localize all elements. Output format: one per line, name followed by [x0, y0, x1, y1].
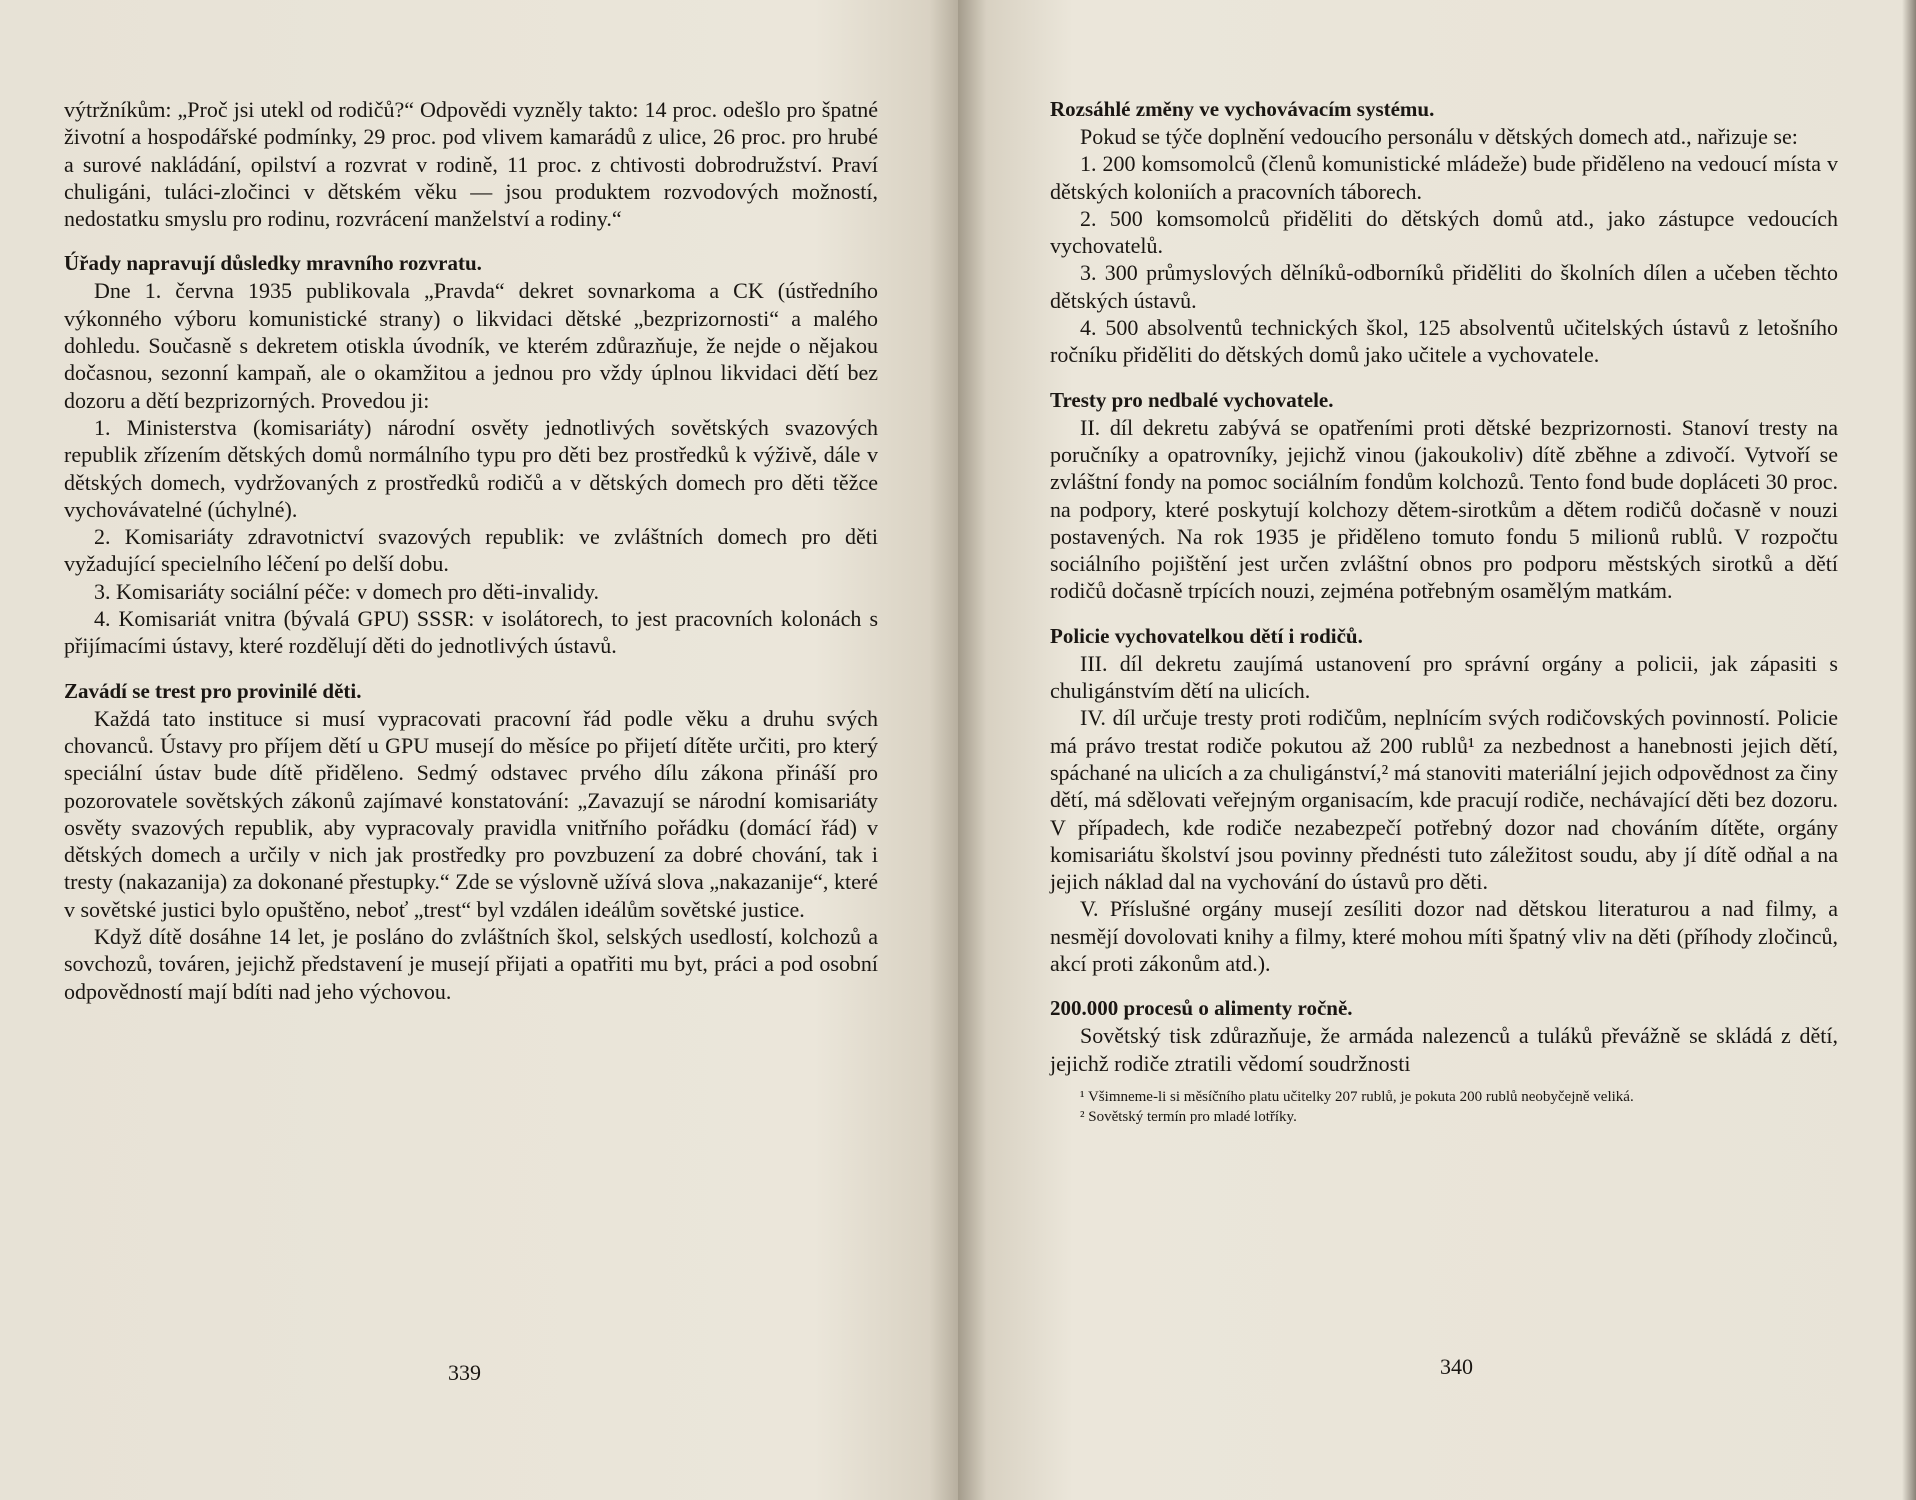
section-heading: Zavádí se trest pro provinilé děti. — [64, 678, 362, 703]
footnote: ² Sovětský termín pro mladé lotříky. — [1080, 1108, 1297, 1125]
list-item: 3. Komisariáty sociální péče: v domech pro děti-invalidy. — [94, 578, 600, 604]
paragraph: II. díl dekretu zabývá se opatřeními proti dětské bezprizornosti. Stanoví tresty na poručníky a opatrovníky, jejichž vinou (jakoukoliv) dítě zběhne a zdivočí. Vytvoří se zvláštní fondy na pomoc sociálním fondům kolchozů. Tento fond bude dopláceti 30 proc. na podpory, které poskytují kolchozy dětem-sirotkům a dětem rodičů dočasně v nouzi postavených. Na rok 1935 je přiděleno tomuto fondu 5 milionů rublů. V rozpočtu sociálního pojištění jest určen zvláštní obnos pro podporu městských sirotků a dětí rodičů dočasně trpících nouzi, zejména potřebným osamělým matkám. — [1050, 414, 1838, 604]
section-heading: Policie vychovatelkou dětí i rodičů. — [1050, 623, 1363, 648]
section-heading: Tresty pro nedbalé vychovatele. — [1050, 387, 1334, 412]
paragraph: Každá tato instituce si musí vypracovati pracovní řád podle věku a druhu svých chovanců. Ústavy pro příjem dětí u GPU musejí do měsíce po přijetí dítěte určiti, pro který speciální ústav bude dítě přiděleno. Sedmý odstavec prvého dílu zákona přináší pro pozorovatele sovětských zákonů zajímavé konstatování: „Zavazují se národní komisariáty osvěty svazových republik, aby vypracovaly pravidla vnitřního pořádku (domácí řád) v dětských domech a určily v nich jak prostředky pro povzbuzení za dobré chování, tak i tresty (nakazanija) za dokonané přestupky.“ Zde se výslovně užívá slova „nakazanije“, které v sovětské justici bylo opuštěno, neboť „trest“ byl vzdálen ideálům sovětské justice. — [64, 705, 878, 922]
page-number: 340 — [1440, 1354, 1473, 1379]
paragraph: V. Příslušné orgány musejí zesíliti dozor nad dětskou literaturou a nad filmy, a nesmějí dovolovati knihy a filmy, které mohou míti špatný vliv na děti (příhody zločinců, akcí proti zákonům atd.). — [1050, 896, 1838, 977]
left-text-column — [64, 96, 878, 1005]
list-item: 2. Komisariáty zdravotnictví svazových republik: ve zvláštních domech pro děti vyžadující specielního léčení po delší dobu. — [64, 524, 878, 577]
paragraph: Pokud se týče doplnění vedoucího personálu v dětských domech atd., nařizuje se: — [1080, 124, 1798, 149]
section-heading: Rozsáhlé změny ve vychovávacím systému. — [1050, 97, 1435, 121]
paragraph: Když dítě dosáhne 14 let, je posláno do zvláštních škol, selských usedlostí, kolchozů a sovchozů, továren, jejichž představení je musejí přijati a opatřiti mu byt, práci a pod osobní odpovědností mají bdíti nad jeho výchovou. — [64, 924, 878, 1004]
footnote: ¹ Všimneme-li si měsíčního platu učitelky 207 rublů, je pokuta 200 rublů neobyčejně veliká. — [1080, 1088, 1634, 1105]
right-page — [958, 0, 1916, 1500]
section-heading: Úřady napravují důsledky mravního rozvratu. — [64, 251, 482, 276]
paragraph: IV. díl určuje tresty proti rodičům, neplnícím svých rodičovských povinností. Policie má právo trestat rodiče pokutou až 200 rublů¹ za nezbednost a hanebnosti jejich dětí, spáchané na ulicích a za chuligánství,² má stanoviti materiální jejich odpovědnost za činy dětí, má sdělovati veřejným organisacím, kde pracují rodiče, nechávající děti bez dozoru. V případech, kde rodiče nezabezpečí potřebný dozor nad chováním dítěte, orgány komisariátu školství jsou povinny přednésti tuto záležitost soudu, aby jí dítě odňal a na jejich náklad dal na vychování do ústavů pro děti. — [1050, 705, 1838, 895]
paragraph: III. díl dekretu zaujímá ustanovení pro správní orgány a policii, jak zápasiti s chuligánstvím dětí na ulicích. — [1050, 650, 1838, 704]
opening-paragraph: výtržníkům: „Proč jsi utekl od rodičů?“ Odpovědi vyzněly takto: 14 proc. odešlo pro špatné životní a hospodářské podmínky, 29 proc. pod vlivem kamarádů z ulice, 26 proc. pro hrubé a surové nakládání, opilství a rozvrat v rodině, 11 proc. z chtivosti dobrodružství. Praví chuligáni, tuláci-zločinci v dětském věku — jsou produktem rozvodových možností, nedostatku smyslu pro rodinu, rozvrácení manželství a rodiny.“ — [64, 97, 878, 232]
list-item: 1. Ministerstva (komisariáty) národní osvěty jednotlivých sovětských svazových republik zřízením dětských domů normálního typu pro děti bez prostředků k výživě, dále v dětských domech, vydržovaných z prostředků rodičů a v dětských domech pro děti těžce vychovávatelné (úchylné). — [64, 414, 878, 522]
section-heading: 200.000 procesů o alimenty ročně. — [1050, 996, 1353, 1021]
list-item: 2. 500 komsomolců přiděliti do dětských domů atd., jako zástupce vedoucích vychovatelů. — [1050, 205, 1838, 259]
list-item: 4. Komisariát vnitra (bývalá GPU) SSSR: v isolátorech, to jest pracovních kolonách s přijímacími ústavy, které rozdělují děti do jednotlivých ústavů. — [64, 606, 878, 659]
paragraph: Sovětský tisk zdůrazňuje, že armáda nalezenců a tuláků převážně se skládá z dětí, jejichž rodiče ztratili vědomí soudržnosti — [1050, 1023, 1838, 1076]
right-text-column — [1050, 96, 1838, 1127]
list-item: 3. 300 průmyslových dělníků-odborníků přiděliti do školních dílen a učeben těchto dětských ústavů. — [1050, 260, 1838, 313]
page-number: 339 — [448, 1360, 481, 1385]
list-item: 4. 500 absolventů technických škol, 125 absolventů učitelských ústavů z letošního ročníku přiděliti do dětských domů jako učitele a vychovatele. — [1050, 315, 1838, 368]
paragraph: Dne 1. června 1935 publikovala „Pravda“ dekret sovnarkoma a CK (ústředního výkonného výboru komunistické strany) o likvidaci dětské „bezprizornosti“ a malého dohledu. Současně s dekretem otiskla úvodník, ve kterém zdůrazňuje, že nejde o nějakou dočasnou, sezonní kampaň, ale o okamžitou a jednou pro vždy úplnou likvidaci dětí bez dozoru a dětí bezprizorných. Provedou ji: — [64, 278, 878, 413]
list-item: 1. 200 komsomolců (členů komunistické mládeže) bude přiděleno na vedoucí místa v dětských koloniích a pracovních táborech. — [1050, 151, 1838, 204]
